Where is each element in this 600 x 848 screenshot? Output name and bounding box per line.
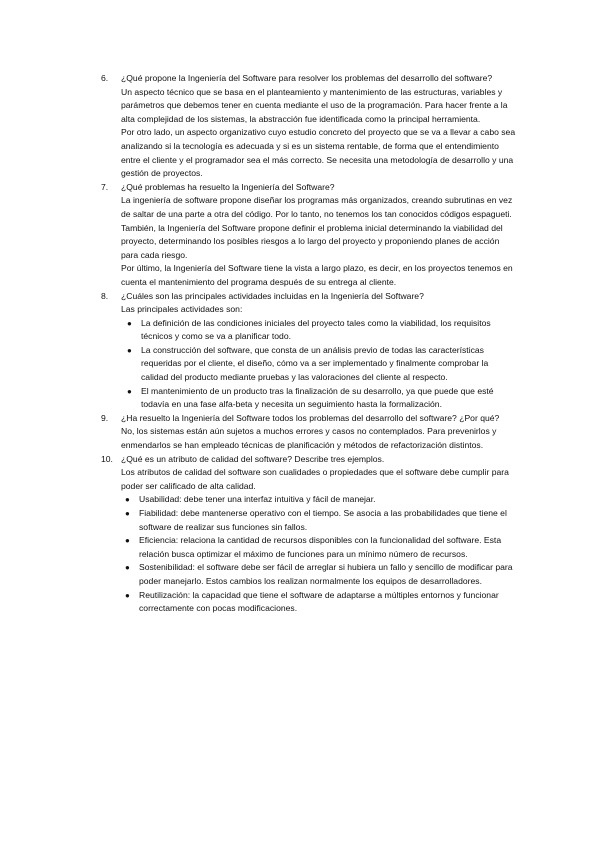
activities-list	[101, 317, 517, 412]
question-10	[101, 453, 517, 494]
bullet-icon: ●	[127, 318, 132, 328]
bullet-icon: ●	[125, 563, 130, 573]
bullet-icon: ●	[125, 495, 130, 505]
list-item-text: La definición de las condiciones iniciales del proyecto tales como la viabilidad, los requisitos técnicos y como se va a planificar todo.	[141, 317, 491, 342]
answer-paragraph: Por último, la Ingeniería del Software tiene la vista a largo plazo, es decir, en los proyectos tenemos en cuenta el mantenimiento del programa después de su entrega al cliente.	[121, 263, 513, 287]
answer-paragraph: Un aspecto técnico que se basa en el planteamiento y mantenimiento de las estructuras, variables y parámetros que debemos tener en cuenta mediante el uso de la programación. Para hacer frente a la alta complejidad de los sistemas, la abstracción fue identificada como la principal herramienta.	[121, 86, 508, 124]
list-item	[127, 385, 517, 412]
question-number: 10.	[101, 453, 113, 464]
list-item	[127, 317, 517, 344]
list-item	[127, 344, 517, 385]
question-8	[101, 290, 517, 317]
answer-paragraph: La ingeniería de software propone diseñar los programas más organizados, creando subrutinas en vez de saltar de una parte a otra del código. Por lo tanto, no tenemos los tan conocidos códigos espagueti.	[121, 195, 513, 219]
answer-paragraph: También, la Ingeniería del Software propone definir el problema inicial determinando la viabilidad del proyecto, determinando los posibles riesgos a lo largo del proyecto y proponiendo planes de acción para cada riesgo.	[121, 222, 503, 260]
list-item	[125, 507, 517, 534]
list-item-text: Reutilización: la capacidad que tiene el software de adaptarse a múltiples entornos y funcionar correctamente con pocas modificaciones.	[139, 589, 499, 614]
list-item	[125, 534, 517, 561]
list-item-text: El mantenimiento de un producto tras la finalización de su desarrollo, ya que puede que esté todavía en una fase alfa-beta y necesita un seguimiento hasta la formalización.	[141, 385, 494, 410]
bullet-icon: ●	[127, 345, 132, 355]
quality-attributes-list	[101, 493, 517, 615]
question-7	[101, 181, 517, 290]
list-item	[125, 561, 517, 588]
answer-intro: Las principales actividades son:	[121, 304, 243, 315]
answer-intro: Los atributos de calidad del software son cualidades o propiedades que el software debe cumplir para poder ser calificado de alta calidad.	[121, 467, 509, 491]
question-9	[101, 412, 517, 453]
list-item-text: Usabilidad: debe tener una interfaz intuitiva y fácil de manejar.	[139, 494, 376, 505]
question-number: 7.	[101, 181, 109, 192]
question-number: 8.	[101, 290, 109, 301]
answer-paragraph: Por otro lado, un aspecto organizativo cuyo estudio concreto del proyecto que se va a llevar a cabo sea analizando si la tecnología es adecuada y si es un sistema rentable, de forma que el entendimiento entre el cliente y el programador sea el más correcto. Se necesita una metodología de desarrollo y una gestión de proyectos.	[121, 127, 516, 179]
question-heading: ¿Qué problemas ha resuelto la Ingeniería del Software?	[121, 181, 335, 192]
question-number: 9.	[101, 412, 109, 423]
list-item-text: Sostenibilidad: el software debe ser fácil de arreglar si hubiera un fallo y sencillo de modificar para poder manejarlo. Estos cambios los realizan normalmente los equipos de desarrolladores.	[139, 562, 513, 586]
answer-paragraph: No, los sistemas están aún sujetos a muchos errores y casos no contemplados. Para prevenirlos y enmendarlos se han empleado técnicas de planificación y métodos de refactorización distintos.	[121, 426, 497, 451]
question-heading: ¿Ha resuelto la Ingeniería del Software todos los problemas del desarrollo del software? ¿Por qué?	[121, 412, 500, 423]
document-body	[101, 72, 517, 616]
list-item	[125, 493, 517, 507]
bullet-icon: ●	[125, 536, 130, 546]
question-heading: ¿Qué es un atributo de calidad del software? Describe tres ejemplos.	[121, 453, 385, 464]
question-number: 6.	[101, 73, 109, 83]
question-heading: ¿Qué propone la Ingeniería del Software para resolver los problemas del desarrollo del software?	[121, 73, 493, 83]
bullet-icon: ●	[125, 590, 130, 600]
list-item	[125, 589, 517, 616]
list-item-text: La construcción del software, que consta de un análisis previo de todas las características requeridas por el cliente, el diseño, cómo va a ser implementado y finalmente comprobar la calidad del producto mediante pruebas y las valoraciones del cliente al respecto.	[141, 344, 489, 383]
question-6	[101, 72, 517, 181]
list-item-text: Fiabilidad: debe mantenerse operativo con el tiempo. Se asocia a las probabilidades que tiene el software de realizar sus funciones sin fallos.	[139, 508, 507, 532]
bullet-icon: ●	[125, 509, 130, 518]
list-item-text: Eficiencia: relaciona la cantidad de recursos disponibles con la funcionalidad del software. Esta relación busca optimizar el máximo de funciones para un mínimo número de recursos.	[139, 535, 502, 559]
bullet-icon: ●	[127, 386, 132, 396]
question-heading: ¿Cuáles son las principales actividades incluidas en la Ingeniería del Software?	[121, 290, 424, 301]
